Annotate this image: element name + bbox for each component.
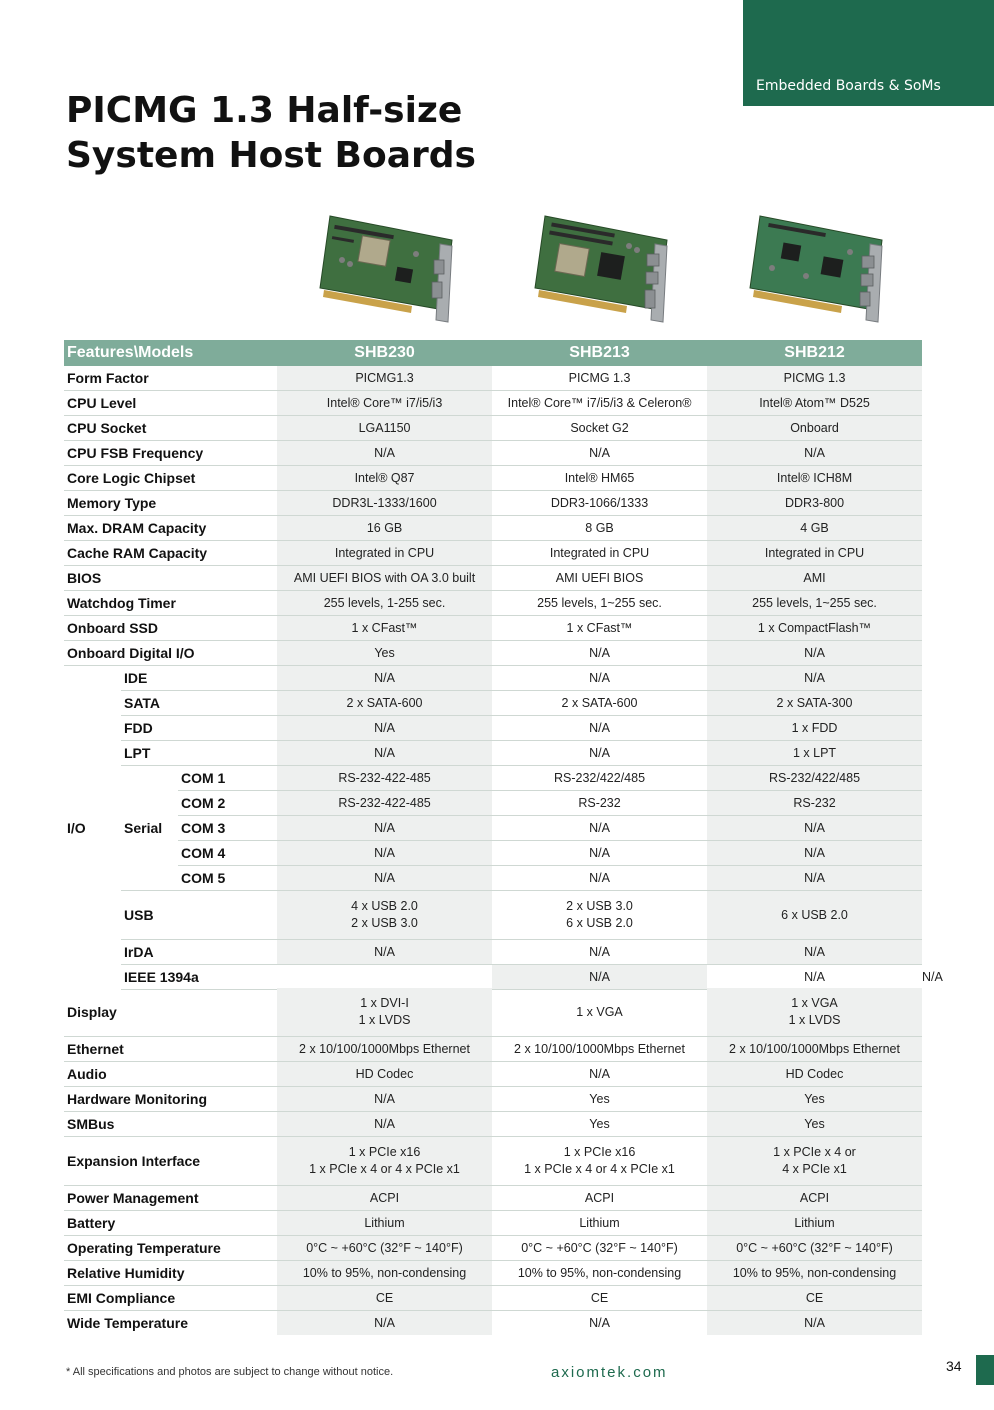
table-row xyxy=(64,1236,922,1261)
table-row xyxy=(64,988,922,1037)
cell-shb213: 0°C ~ +60°C (32°F ~ 140°F) xyxy=(492,1236,707,1261)
cell-shb230: 2 x SATA-600 xyxy=(277,691,492,716)
shb230-board-photo xyxy=(312,210,462,330)
serial-group-label: Serial xyxy=(121,766,178,891)
table-row xyxy=(64,1112,922,1137)
cell-shb212 xyxy=(707,1137,922,1186)
cell-shb212: N/A xyxy=(707,866,922,891)
row-label: COM 1 xyxy=(178,766,277,791)
cell-shb213: N/A xyxy=(492,940,707,965)
cell-shb212: Lithium xyxy=(707,1211,922,1236)
row-label: IEEE 1394a xyxy=(121,965,492,990)
cell-shb212: N/A xyxy=(707,441,922,466)
cell-line: 1 x VGA xyxy=(576,1004,623,1019)
cell-shb212: Yes xyxy=(707,1087,922,1112)
cell-shb212: 1 x FDD xyxy=(707,716,922,741)
cell-shb230: 255 levels, 1-255 sec. xyxy=(277,591,492,616)
table-row xyxy=(64,691,922,716)
row-label: CPU Level xyxy=(64,391,277,416)
row-label: Display xyxy=(64,988,277,1037)
cell-shb230: HD Codec xyxy=(277,1062,492,1087)
cell-shb212: 2 x 10/100/1000Mbps Ethernet xyxy=(707,1037,922,1062)
table-row xyxy=(64,541,922,566)
cell-shb213: CE xyxy=(492,1286,707,1311)
cell-shb213: Socket G2 xyxy=(492,416,707,441)
cell-line: 1 x PCIe x16 xyxy=(563,1145,636,1159)
row-label: Max. DRAM Capacity xyxy=(64,516,277,541)
cell-line: 1 x PCIe x 4 or 4 x PCIe x1 xyxy=(309,1162,460,1176)
cell-shb230: CE xyxy=(277,1286,492,1311)
cell-shb230: N/A xyxy=(277,1087,492,1112)
cell-shb213: RS-232/422/485 xyxy=(492,766,707,791)
cell-shb230: N/A xyxy=(277,1311,492,1336)
cell-shb213: PICMG 1.3 xyxy=(492,366,707,391)
table-row xyxy=(64,466,922,491)
cell-shb212: Intel® ICH8M xyxy=(707,466,922,491)
table-header-row xyxy=(64,340,922,366)
title-line-1: PICMG 1.3 Half-size xyxy=(66,90,463,131)
cell-shb230: N/A xyxy=(277,716,492,741)
table-row xyxy=(64,1261,922,1286)
cell-shb230: N/A xyxy=(277,666,492,691)
cell-shb213: Lithium xyxy=(492,1211,707,1236)
table-row xyxy=(64,866,922,891)
model-header-shb212: SHB212 xyxy=(707,340,922,366)
cell-shb230: 16 GB xyxy=(277,516,492,541)
cell-line: 2 x USB 3.0 xyxy=(351,916,418,930)
table-row xyxy=(64,940,922,965)
cell-shb212: Intel® Atom™ D525 xyxy=(707,391,922,416)
cell-shb212: DDR3-800 xyxy=(707,491,922,516)
row-label: CPU Socket xyxy=(64,416,277,441)
cell-shb230: 0°C ~ +60°C (32°F ~ 140°F) xyxy=(277,1236,492,1261)
table-row xyxy=(64,391,922,416)
row-label: Wide Temperature xyxy=(67,1315,188,1331)
cell-shb213: N/A xyxy=(492,741,707,766)
cell-shb230 xyxy=(277,891,492,940)
page-number: 34 xyxy=(946,1358,962,1374)
cell-shb212: Yes xyxy=(707,1112,922,1137)
cell-shb212: 0°C ~ +60°C (32°F ~ 140°F) xyxy=(707,1236,922,1261)
row-label: Core Logic Chipset xyxy=(64,466,277,491)
cell-line: 1 x DVI-I xyxy=(360,996,409,1010)
row-label: Memory Type xyxy=(64,491,277,516)
model-header-shb213: SHB213 xyxy=(492,340,707,366)
row-label: COM 2 xyxy=(178,791,277,816)
row-label: Power Management xyxy=(64,1186,277,1211)
table-row xyxy=(64,891,922,940)
website-link[interactable]: axiomtek.com xyxy=(551,1364,668,1381)
cell-line: 1 x PCIe x16 xyxy=(348,1145,421,1159)
cell-shb212: 1 x CompactFlash™ xyxy=(707,616,922,641)
table-row xyxy=(64,741,922,766)
cell-shb212: Onboard xyxy=(707,416,922,441)
cell-shb212: RS-232 xyxy=(707,791,922,816)
cell-shb230: N/A xyxy=(277,841,492,866)
cell-shb230: N/A xyxy=(277,1112,492,1137)
row-label: Hardware Monitoring xyxy=(64,1087,277,1112)
row-label: FDD xyxy=(121,716,277,741)
cell-shb212: N/A xyxy=(707,1311,922,1336)
row-label: Audio xyxy=(64,1062,277,1087)
cell-shb230: Intel® Q87 xyxy=(277,466,492,491)
cell-shb213: 8 GB xyxy=(492,516,707,541)
cell-shb213: 2 x 10/100/1000Mbps Ethernet xyxy=(492,1037,707,1062)
cell-shb212 xyxy=(707,988,922,1037)
title-line-2: System Host Boards xyxy=(66,135,476,176)
table-row xyxy=(64,566,922,591)
cell-shb230: 10% to 95%, non-condensing xyxy=(277,1261,492,1286)
table-row xyxy=(64,1062,922,1087)
cell-shb212: RS-232/422/485 xyxy=(707,766,922,791)
cell-shb230: AMI UEFI BIOS with OA 3.0 built xyxy=(277,566,492,591)
row-label: Relative Humidity xyxy=(64,1261,277,1286)
cell-shb230 xyxy=(277,988,492,1037)
cell-shb230: RS-232-422-485 xyxy=(277,766,492,791)
cell-shb212: 2 x SATA-300 xyxy=(707,691,922,716)
cell-shb213 xyxy=(492,1137,707,1186)
cell-line: 1 x VGA xyxy=(791,996,838,1010)
table-row xyxy=(64,816,922,841)
table-row xyxy=(64,791,922,816)
table-row xyxy=(64,766,922,791)
cell-shb212: N/A xyxy=(707,641,922,666)
cell-shb212: HD Codec xyxy=(707,1062,922,1087)
cell-shb230: N/A xyxy=(492,965,707,990)
table-row xyxy=(64,516,922,541)
category-label: Embedded Boards & SoMs xyxy=(756,78,941,94)
cell-shb213: AMI UEFI BIOS xyxy=(492,566,707,591)
cell-shb213: 255 levels, 1~255 sec. xyxy=(492,591,707,616)
cell-shb212: 255 levels, 1~255 sec. xyxy=(707,591,922,616)
features-models-header: Features\Models xyxy=(64,340,277,366)
row-label: Watchdog Timer xyxy=(64,591,277,616)
cell-shb230: N/A xyxy=(277,866,492,891)
cell-line: 4 x PCIe x1 xyxy=(782,1162,847,1176)
cell-shb212: ACPI xyxy=(707,1186,922,1211)
table-row: IEEE 1394a N/A N/A N/A xyxy=(64,965,922,990)
cell-shb213: N/A xyxy=(492,641,707,666)
cell-shb230: N/A xyxy=(277,441,492,466)
cell-shb213: ACPI xyxy=(492,1186,707,1211)
row-label: EMI Compliance xyxy=(64,1286,277,1311)
cell-shb230: N/A xyxy=(277,816,492,841)
cell-shb212: 1 x LPT xyxy=(707,741,922,766)
cell-shb212: 10% to 95%, non-condensing xyxy=(707,1261,922,1286)
cell-shb213: Intel® HM65 xyxy=(492,466,707,491)
cell-line: 2 x USB 3.0 xyxy=(566,899,633,913)
table-row xyxy=(64,716,922,741)
cell-shb213: Intel® Core™ i7/i5/i3 & Celeron® xyxy=(492,391,707,416)
cell-shb230: Integrated in CPU xyxy=(277,541,492,566)
spec-table-continued xyxy=(64,988,922,1335)
cell-shb230: N/A xyxy=(277,741,492,766)
table-row xyxy=(64,416,922,441)
cell-line: 1 x PCIe x 4 or xyxy=(773,1145,856,1159)
table-row xyxy=(64,1286,922,1311)
page-title xyxy=(66,88,476,178)
cell-line: 1 x LVDS xyxy=(788,1013,841,1027)
cell-shb213: 2 x SATA-600 xyxy=(492,691,707,716)
cell-shb213: 1 x CFast™ xyxy=(492,616,707,641)
spec-table xyxy=(64,340,943,990)
row-label: IrDA xyxy=(121,940,277,965)
table-row xyxy=(64,441,922,466)
cell-shb230: ACPI xyxy=(277,1186,492,1211)
table-row xyxy=(64,1186,922,1211)
table-row xyxy=(64,591,922,616)
table-row xyxy=(64,641,922,666)
cell-shb213: RS-232 xyxy=(492,791,707,816)
table-row xyxy=(64,616,922,641)
table-row xyxy=(64,1311,922,1336)
footnote: * All specifications and photos are subject to change without notice. xyxy=(66,1366,394,1378)
cell-shb230: PICMG1.3 xyxy=(277,366,492,391)
category-tab xyxy=(743,0,994,106)
cell-shb230: N/A xyxy=(277,940,492,965)
cell-shb230: LGA1150 xyxy=(277,416,492,441)
cell-shb213: N/A xyxy=(589,1316,610,1330)
cell-shb213 xyxy=(492,988,707,1037)
row-label: Expansion Interface xyxy=(64,1137,277,1186)
cell-shb212: N/A xyxy=(707,841,922,866)
page-tab-marker xyxy=(976,1355,994,1385)
cell-shb230: RS-232-422-485 xyxy=(277,791,492,816)
cell-line: 1 x LVDS xyxy=(358,1013,411,1027)
cell-shb213: N/A xyxy=(492,866,707,891)
cell-shb212: N/A xyxy=(707,816,922,841)
cell-shb213: Yes xyxy=(492,1112,707,1137)
cell-shb213: 10% to 95%, non-condensing xyxy=(492,1261,707,1286)
cell-shb212: PICMG 1.3 xyxy=(707,366,922,391)
cell-shb213: Yes xyxy=(492,1087,707,1112)
cell-shb213: N/A xyxy=(492,816,707,841)
cell-shb213: N/A xyxy=(492,666,707,691)
cell-shb230 xyxy=(277,1137,492,1186)
cell-shb212 xyxy=(707,891,922,940)
row-label: Cache RAM Capacity xyxy=(64,541,277,566)
cell-shb230: 2 x 10/100/1000Mbps Ethernet xyxy=(277,1037,492,1062)
row-label: Battery xyxy=(64,1211,277,1236)
row-label: Onboard Digital I/O xyxy=(64,641,277,666)
cell-shb213: N/A xyxy=(492,441,707,466)
cell-shb213: N/A xyxy=(707,965,922,990)
cell-shb212: CE xyxy=(707,1286,922,1311)
row-label: BIOS xyxy=(64,566,277,591)
cell-shb212: N/A xyxy=(707,940,922,965)
cell-shb212: N/A xyxy=(707,666,922,691)
cell-shb212: Integrated in CPU xyxy=(707,541,922,566)
row-label: Ethernet xyxy=(64,1037,277,1062)
cell-shb213 xyxy=(492,891,707,940)
cell-shb213: Integrated in CPU xyxy=(492,541,707,566)
row-label: Operating Temperature xyxy=(64,1236,277,1261)
table-row xyxy=(64,366,922,391)
table-row xyxy=(64,1211,922,1236)
cell-line: 4 x USB 2.0 xyxy=(351,899,418,913)
shb213-board-photo xyxy=(527,210,677,330)
row-label: Onboard SSD xyxy=(64,616,277,641)
shb212-board-photo xyxy=(742,210,892,330)
table-row xyxy=(64,1037,922,1062)
cell-shb213: N/A xyxy=(492,1062,707,1087)
cell-shb212: 4 GB xyxy=(707,516,922,541)
cell-shb213: N/A xyxy=(492,841,707,866)
cell-shb230: 1 x CFast™ xyxy=(277,616,492,641)
row-label: SATA xyxy=(121,691,277,716)
cell-shb213: N/A xyxy=(492,716,707,741)
cell-shb230: Intel® Core™ i7/i5/i3 xyxy=(277,391,492,416)
row-label: SMBus xyxy=(64,1112,277,1137)
cell-shb213: DDR3-1066/1333 xyxy=(492,491,707,516)
cell-shb230: Lithium xyxy=(277,1211,492,1236)
cell-shb230: DDR3L-1333/1600 xyxy=(277,491,492,516)
cell-shb212: AMI xyxy=(707,566,922,591)
table-row xyxy=(64,491,922,516)
table-row xyxy=(64,841,922,866)
row-label: COM 3 xyxy=(178,816,277,841)
table-row xyxy=(64,1087,922,1112)
row-label: USB xyxy=(121,891,277,940)
row-label: LPT xyxy=(121,741,277,766)
cell-line: 1 x PCIe x 4 or 4 x PCIe x1 xyxy=(524,1162,675,1176)
io-group-label: I/O xyxy=(67,819,86,836)
cell-shb230: Yes xyxy=(277,641,492,666)
cell-line: 6 x USB 2.0 xyxy=(566,916,633,930)
cell-line: 6 x USB 2.0 xyxy=(781,907,848,922)
row-label: COM 4 xyxy=(178,841,277,866)
table-row xyxy=(64,1137,922,1186)
row-label: CPU FSB Frequency xyxy=(64,441,277,466)
row-label: Form Factor xyxy=(64,366,277,391)
row-label: COM 5 xyxy=(178,866,277,891)
table-row xyxy=(64,666,922,691)
model-header-shb230: SHB230 xyxy=(277,340,492,366)
row-label: IDE xyxy=(121,666,277,691)
